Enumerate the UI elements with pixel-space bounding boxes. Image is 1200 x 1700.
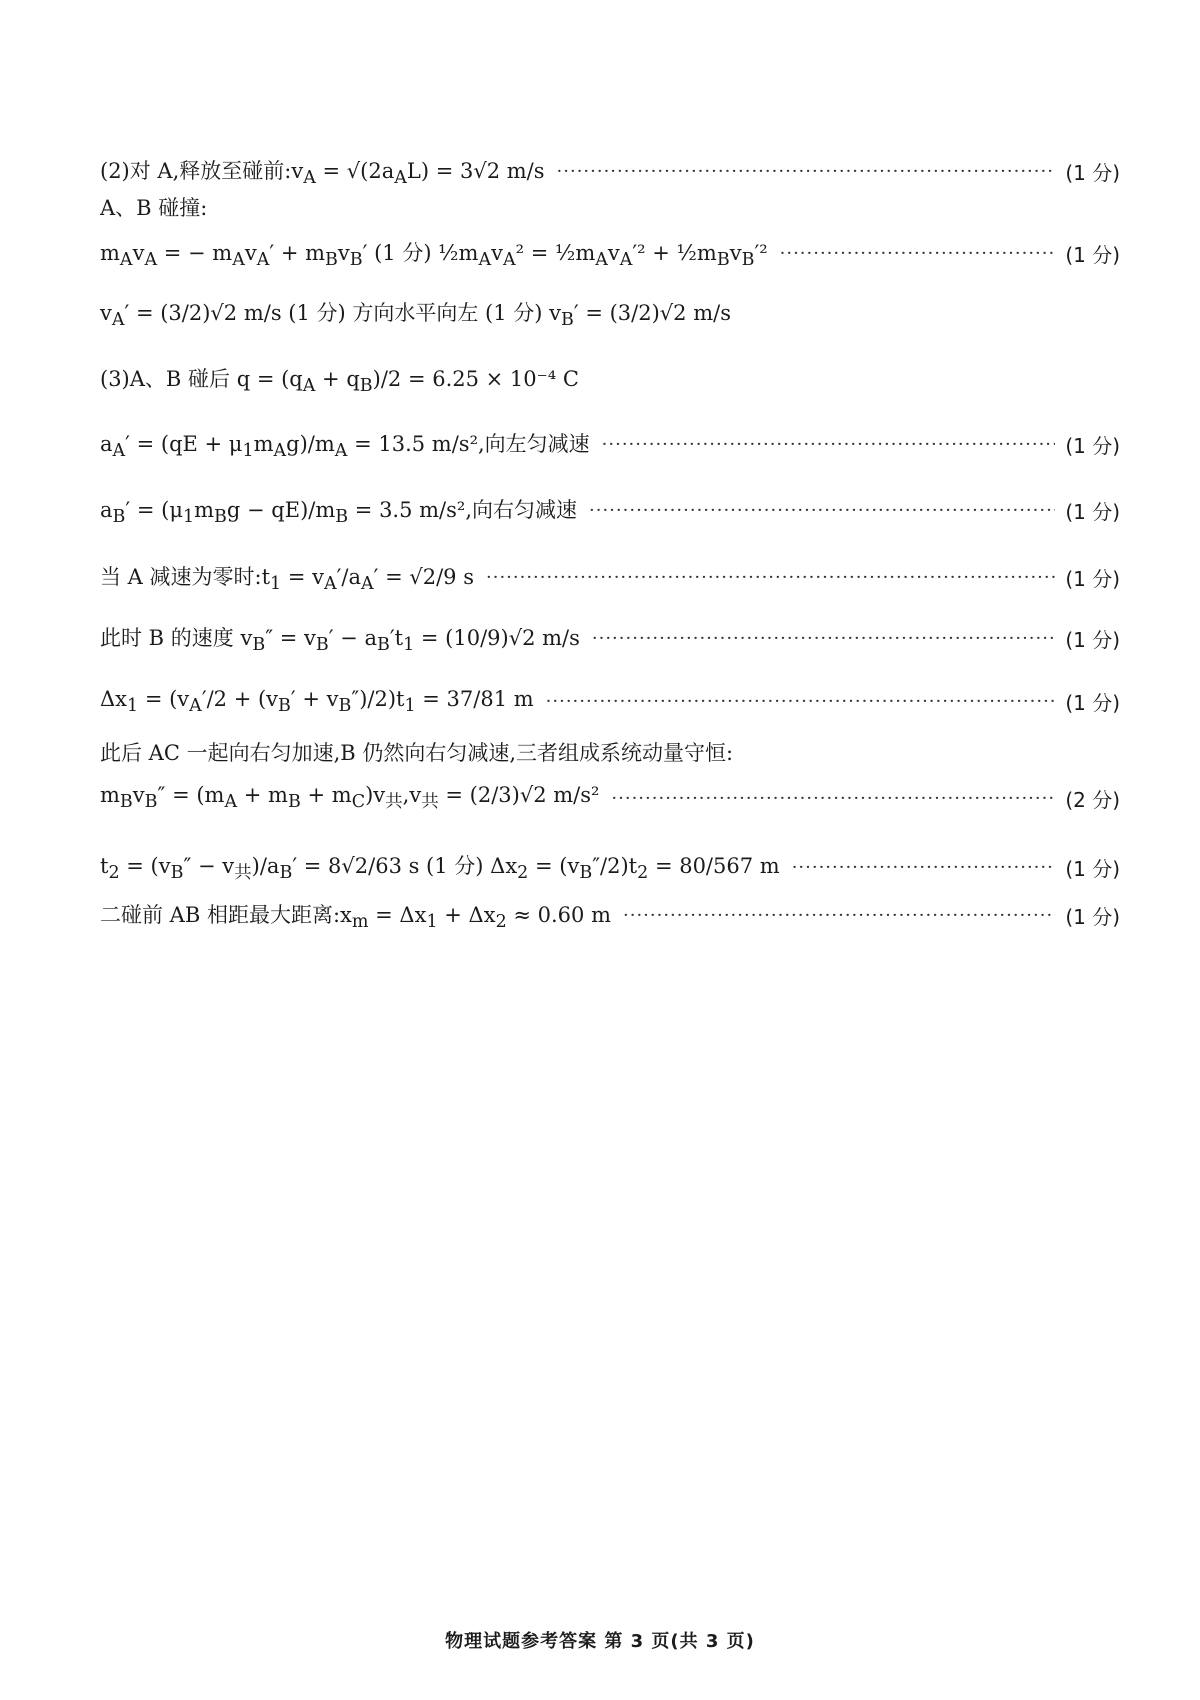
equation: 此时 B 的速度 $v_B'' = v_B' - a_B't_1 = (10/9)√2$ m/s (100, 626, 580, 656)
equation: 二碰前 AB 相距最大距离$:x_m = \Delta x_1 + \Delta x_2 \approx 0.60$ m (100, 903, 611, 933)
equation: $a_A' = (qE + \mu_1m_Ag)/m_A = 13.5$ m/s²,向左匀减速 (100, 432, 590, 462)
equation: $v_A' = (3/2)√2$ m/s (1 分) 方向水平向左 (1 分) $v_B' = (3/2)√2$ m/s (100, 301, 731, 331)
solution-line-6 (100, 428, 1120, 461)
score-mark: (1 分) (1065, 434, 1120, 459)
score-mark: (1 分) (1065, 567, 1120, 592)
dot-leader (592, 628, 1055, 649)
dot-leader (589, 500, 1055, 521)
equation: (2)对 A,释放至碰前$:v_A = √(2a_AL) = 3√2$ m/s (100, 159, 545, 189)
equation: 当 A 减速为零时$:t_1 = v_A'/a_A' = √2/9$ s (100, 565, 474, 595)
equation: $t_2 = (v_B'' - v_共)/a_B' = 8√2/63$ s (1 分) $\Delta x_2 = (v_B''/2)t_2 = 80/567$ m (100, 854, 780, 884)
dot-leader (611, 788, 1055, 809)
solution-line-13 (100, 850, 1120, 884)
equation: $m_Av_A$ = − $m_Av_A' + m_Bv_B'$ (1 分) $\frac{1}{2}m_Av_A^2$ = $\frac{1}{2}m_Av_A'^2$ + $\frac{1}{2}m_Bv_B'^2$ (100, 241, 768, 271)
score-mark: (1 分) (1065, 161, 1120, 186)
score-mark: (1 分) (1065, 856, 1120, 881)
solution-line-8 (100, 561, 1120, 594)
solution-line-5 (100, 363, 1120, 396)
dot-leader (780, 243, 1056, 264)
dot-leader (557, 161, 1056, 182)
score-mark: (1 分) (1065, 243, 1120, 268)
score-mark: (1 分) (1065, 500, 1120, 525)
equation: 此后 AC 一起向右匀加速,B 仍然向右匀减速,三者组成系统动量守恒: (100, 741, 734, 765)
dot-leader (546, 691, 1056, 712)
score-mark: (1 分) (1065, 905, 1120, 930)
solution-line-1 (100, 155, 1120, 188)
solution-line-11 (100, 737, 1120, 767)
solution-line-2 (100, 192, 1120, 222)
dot-leader (486, 567, 1055, 588)
dot-leader (623, 905, 1055, 926)
dot-leader (602, 434, 1056, 455)
equation: A、B 碰撞: (100, 196, 208, 220)
solution-line-12 (100, 783, 1120, 813)
equation: $\Delta x_1 = (v_A'/2 + (v_B' + v_B'')/2)t_1 = 37/81$ m (100, 687, 534, 717)
solution-line-7 (100, 494, 1120, 527)
score-mark: (1 分) (1065, 691, 1120, 716)
solution-line-9 (100, 622, 1120, 655)
equation: $m_Bv_B'' = (m_A + m_B + m_C)v_共,v_共 = (2/3)√2$ m/s² (100, 783, 600, 813)
page-footer: 物理试题参考答案 第 3 页(共 3 页) (445, 1631, 755, 1652)
equation: $a_B' = (\mu_1m_Bg - qE)/m_B = 3.5$ m/s²,向右匀减速 (100, 498, 578, 528)
solution-line-4 (100, 297, 1120, 330)
score-mark: (2 分) (1065, 787, 1120, 812)
solution-line-14 (100, 899, 1120, 932)
score-mark: (1 分) (1065, 628, 1120, 653)
dot-leader (792, 857, 1056, 878)
equation: (3)A、B 碰后 $q = (q_A + q_B)/2 = 6.25 \times 10^{-4}$ C (100, 367, 579, 397)
solution-line-3 (100, 237, 1120, 270)
solution-line-10 (100, 687, 1120, 716)
